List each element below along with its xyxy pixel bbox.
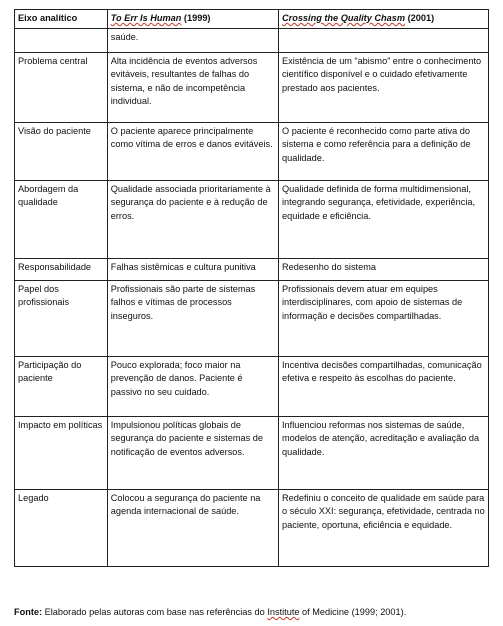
cell-axis: Visão do paciente	[15, 123, 108, 181]
chasm-title: Crossing the Quality Chasm	[282, 13, 406, 23]
cell-chasm: Incentiva decisões compartilhadas, comunicação efetiva e respeito às escolhas do paciente.	[279, 357, 489, 417]
cell-chasm: Influenciou reformas nos sistemas de saúde, modelos de atenção, acreditação e avaliação da qualidade.	[279, 417, 489, 490]
cell-chasm: Qualidade definida de forma multidimensional, integrando segurança, efetividade, experiência, equidade e eficiência.	[279, 181, 489, 259]
source-institute: Institute	[267, 607, 300, 617]
cell-axis: Problema central	[15, 53, 108, 123]
table-row	[15, 53, 489, 123]
source-text-before: Elaborado pelas autoras com base nas referências do	[42, 607, 268, 617]
cell-to-err: Profissionais são parte de sistemas falhos e vítimas de processos inseguros.	[107, 281, 278, 357]
table-header-row	[15, 10, 489, 29]
header-to-err-is-human	[107, 10, 278, 29]
to-err-year: (1999)	[181, 13, 211, 23]
to-err-title: To Err Is Human	[110, 13, 182, 23]
cell-chasm: Profissionais devem atuar em equipes interdisciplinares, com apoio de sistemas de informação e decisões compartilhadas.	[279, 281, 489, 357]
table-row	[15, 490, 489, 567]
cell-to-err: Colocou a segurança do paciente na agenda internacional de saúde.	[107, 490, 278, 567]
cell-axis: Participação do paciente	[15, 357, 108, 417]
cell-to-err: saúde.	[107, 29, 278, 53]
cell-axis: Abordagem da qualidade	[15, 181, 108, 259]
table-row	[15, 281, 489, 357]
cell-axis: Papel dos profissionais	[15, 281, 108, 357]
cell-chasm: O paciente é reconhecido como parte ativa do sistema e como referência para a definição de qualidade.	[279, 123, 489, 181]
cell-chasm: Redesenho do sistema	[279, 259, 489, 281]
table-row	[15, 29, 489, 53]
chasm-year: (2001)	[405, 13, 435, 23]
cell-chasm: Existência de um “abismo” entre o conhecimento científico disponível e o cuidado efetivamente prestado aos pacientes.	[279, 53, 489, 123]
cell-to-err: Qualidade associada prioritariamente à segurança do paciente e à redução de erros.	[107, 181, 278, 259]
table-row	[15, 417, 489, 490]
comparison-table	[14, 9, 489, 567]
table-row	[15, 181, 489, 259]
cell-to-err: Pouco explorada; foco maior na prevenção de danos. Paciente é passivo no seu cuidado.	[107, 357, 278, 417]
source-label: Fonte:	[14, 607, 43, 617]
cell-to-err: Impulsionou políticas globais de segurança do paciente e sistemas de notificação de eventos adversos.	[107, 417, 278, 490]
table-row	[15, 123, 489, 181]
cell-chasm: Redefiniu o conceito de qualidade em saúde para o século XXI: segurança, efetividade, centrada no paciente, oportuna, eficiência e equidade.	[279, 490, 489, 567]
table-row	[15, 357, 489, 417]
source-note	[14, 606, 494, 618]
cell-chasm	[279, 29, 489, 53]
table-row	[15, 259, 489, 281]
cell-to-err: Alta incidência de eventos adversos evitáveis, resultantes de falhas do sistema, e não de incompetência individual.	[107, 53, 278, 123]
cell-axis: Impacto em políticas	[15, 417, 108, 490]
cell-to-err: Falhas sistêmicas e cultura punitiva	[107, 259, 278, 281]
cell-axis: Responsabilidade	[15, 259, 108, 281]
source-text-after: of Medicine (1999; 2001).	[299, 607, 407, 617]
cell-axis	[15, 29, 108, 53]
header-quality-chasm	[279, 10, 489, 29]
cell-axis: Legado	[15, 490, 108, 567]
header-axis: Eixo analítico	[15, 10, 108, 29]
cell-to-err: O paciente aparece principalmente como vítima de erros e danos evitáveis.	[107, 123, 278, 181]
